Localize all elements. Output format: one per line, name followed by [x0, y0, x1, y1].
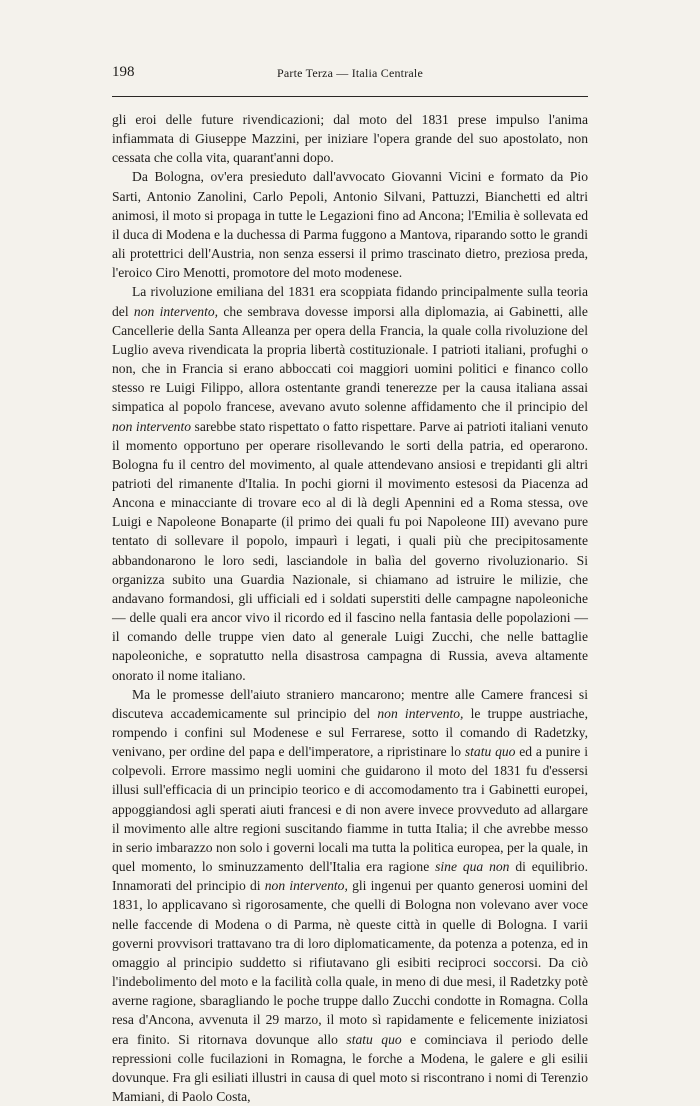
paragraph [112, 685, 588, 1106]
text-run: ed a punire i colpevoli. Errore massimo negli uomini che guidarono il moto del 1831 fu d'essersi illusi sull'efficacia di un principio teorico e di accomodamento tra i Gabinetti europei, appoggiandosi agli sperati aiuti francesi e di non avere invece provveduto ad allargare il movimento alle altre regioni suscitando fiamme in tutta Italia; il che avrebbe messo in serio imbarazzo non solo i governi locali ma tutta la politica europea, per la quale, in quel momento, lo sminuzzamento dell'Italia era ragione [112, 744, 589, 875]
text-run: La rivoluzione emiliana del 1831 era scoppiata fidando principalmente sulla teoria del [112, 284, 588, 319]
italic-phrase: non intervento, [264, 878, 348, 894]
text-run: Da Bologna, ov'era presieduto dall'avvocato Giovanni Vicini e formato da Pio Sarti, Antonio Zanolini, Carlo Pepoli, Antonio Silvani, Pattuzzi, Bianchetti ed altri animosi, il moto si propaga in tutte le Legazioni fino ad Ancona; l'Emilia è sollevata ed il duca di Modena e la duchessa di Parma fuggono a Mantova, riparando sotto le grandi ali protettrici dell'Austria, non senza essersi il primo trascinato dietro, preziosa preda, l'eroico Ciro Menotti, promotore del moto modenese. [112, 169, 588, 281]
paragraph [112, 282, 588, 684]
text-run: e cominciava il periodo delle repressioni colle fucilazioni in Romagna, le forche a Modena, le galere e gli esilii dovunque. Fra gli esiliati illustri in causa di quel moto si riscontrano i nomi di Terenzio Mamiani, di Paolo Costa, [112, 1031, 588, 1104]
italic-phrase: non intervento [112, 418, 192, 434]
text-run: gli eroi delle future rivendicazioni; dal moto del 1831 prese impulso l'anima infiammata di Giuseppe Mazzini, per iniziare l'opera grande del suo apostolato, non cessata che colla vita, quarant'anni dopo. [112, 112, 588, 166]
header-rule [112, 96, 588, 97]
text-run: le truppe austriache, rompendo i confini sul Modenese e sul Ferrarese, sotto il comando di Radetzky, venivano, per ordine del papa e dell'imperatore, a ripristinare lo [112, 705, 588, 760]
paragraph [112, 110, 588, 167]
italic-phrase: non intervento, [133, 303, 219, 319]
running-title: Parte Terza — Italia Centrale [276, 66, 423, 80]
text-run: gli ingenui per quanto generosi uomini del 1831, lo applicavano sì rigorosamente, che quelli di Bologna non volevano aver voce nelle faccende di Modena o di Parma, nè queste città in quelle di Bologna. I varii governi provvisori trattavano tra di loro diplomaticamente, da potenza a potenza, ed in omaggio al principio suddetto si rifiutavano gli esibiti reciproci soccorsi. Da ciò l'indebolimento del moto e la facilità colla quale, in meno di due mesi, il Radetzky potè averne ragione, sbaragliando le poche truppe dallo Zucchi condotte in Romagna. Colla resa d'Ancona, avvenuta il 29 marzo, il moto sì rapidamente e felicemente iniziatosi era finito. Si ritornava dovunque allo [112, 878, 588, 1047]
italic-phrase: statu quo [464, 744, 516, 760]
italic-phrase: sine qua non [435, 859, 510, 875]
page-header [112, 64, 588, 84]
paragraph [112, 167, 588, 282]
italic-phrase: statu quo [346, 1031, 402, 1047]
body-text [112, 110, 588, 1106]
text-run: di equilibrio. Innamorati del principio di [112, 859, 588, 894]
text-run: Ma le promesse dell'aiuto straniero mancarono; mentre alle Camere francesi si discuteva accademicamente sul principio del [112, 686, 588, 721]
italic-phrase: non intervento, [377, 705, 464, 721]
text-run: sarebbe stato rispettato o fatto rispettare. Parve ai patrioti italiani venuto il momento opportuno per operare risollevando le sorti della patria, ed operarono. Bologna fu il centro del movimento, al quale attendevano ansiosi e trepidanti gli altri patrioti del rimanente d'Italia. In pochi giorni il movimento estesosi da Piacenza ad Ancona e minacciante di trovare eco al di là degli Apennini ed a Roma stessa, ove Luigi e Napoleone Bonaparte (il primo dei quali fu poi Napoleone III) avevano pure tentato di sollevare il popolo, impaurì i legati, i quali più che precipitosamente abbandonarono le loro sedi, lasciandole in balìa del governo rivoluzionario. Si organizza subito una Guardia Nazionale, si chiamano ad istruire le milizie, che andavano formandosi, gli ufficiali ed i soldati superstiti delle campagne napoleoniche — delle quali era ancor vivo il ricordo ed il fascino nella fantasia delle popolazioni — il comando delle truppe vien dato al generale Luigi Zucchi, che nelle battaglie napoleoniche, e sopratutto nella disastrosa campagna di Russia, aveva altamente onorato il nome italiano. [112, 418, 588, 683]
text-run: che sembrava dovesse imporsi alla diplomazia, ai Gabinetti, alle Cancellerie della Santa Alleanza per opera della Francia, la quale colla rivoluzione del Luglio aveva rivendicata la propria libertà costituzionale. I patrioti italiani, profughi o non, che in Francia si erano abboccati coi maggiori uomini politici e financo collo stesso re Luigi Filippo, allora ostentante grandi tenerezze per la causa italiana assai simpatica al popolo francese, avevano avuto solenne affidamento che il principio del [112, 303, 588, 415]
page-number: 198 [112, 64, 135, 80]
